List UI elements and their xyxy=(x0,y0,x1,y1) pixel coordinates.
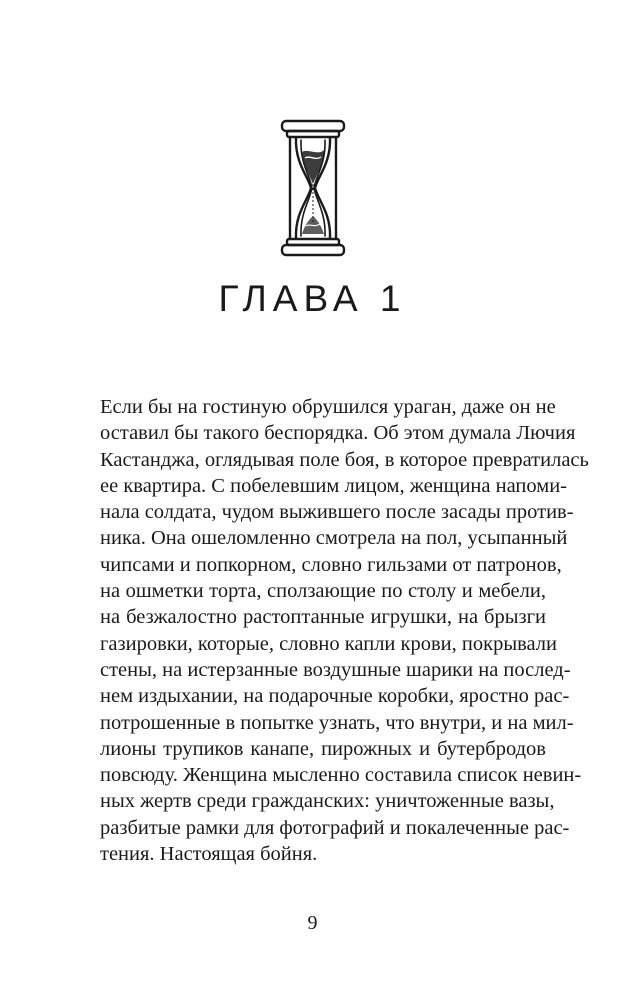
chapter-title: ГЛАВА 1 xyxy=(218,278,407,319)
hourglass-icon xyxy=(278,118,348,258)
text-line: на безжалостно растоптанные игрушки, на брызги xyxy=(100,606,546,629)
text-line: нем издыхании, на подарочные коробки, яростно рас- xyxy=(100,685,570,708)
page-number: 9 xyxy=(307,912,318,934)
text-line: газировки, которые, словно капли крови, покрывали xyxy=(100,632,557,655)
text-line: ника. Она ошеломленно смотрела на пол, усыпанный xyxy=(100,527,568,550)
text-line: стены, на истерзанные воздушные шарики на послед- xyxy=(100,658,571,681)
text-line: Если бы на гостиную обрушился ураган, даже он не xyxy=(100,396,556,418)
text-line: повсюду. Женщина мысленно составила список невин- xyxy=(100,764,582,787)
text-line: лионы трупиков канапе, пирожных и бутербродов xyxy=(100,737,546,760)
body-text xyxy=(100,394,589,867)
text-line: оставил бы такого беспорядка. Об этом думала Лючия xyxy=(100,422,576,445)
text-line: на ошметки торта, сползающие по столу и мебели, xyxy=(100,580,546,603)
text-line: нала солдата, чудом выжившего после засады против- xyxy=(100,501,574,524)
text-line: потрошенные в попытке узнать, что внутри, и на мил- xyxy=(100,711,574,734)
text-line: тения. Настоящая бойня. xyxy=(100,843,318,866)
text-line: чипсами и попкорном, словно гильзами от патронов, xyxy=(100,553,562,576)
text-line: Кастанджа, оглядывая поле боя, в которое превратилась xyxy=(100,448,589,471)
text-line: разбитые рамки для фотографий и покалеченные рас- xyxy=(100,816,570,839)
text-line: ее квартира. С побелевшим лицом, женщина напоми- xyxy=(100,474,568,497)
text-line: ных жертв среди гражданских: уничтоженные вазы, xyxy=(100,790,555,813)
